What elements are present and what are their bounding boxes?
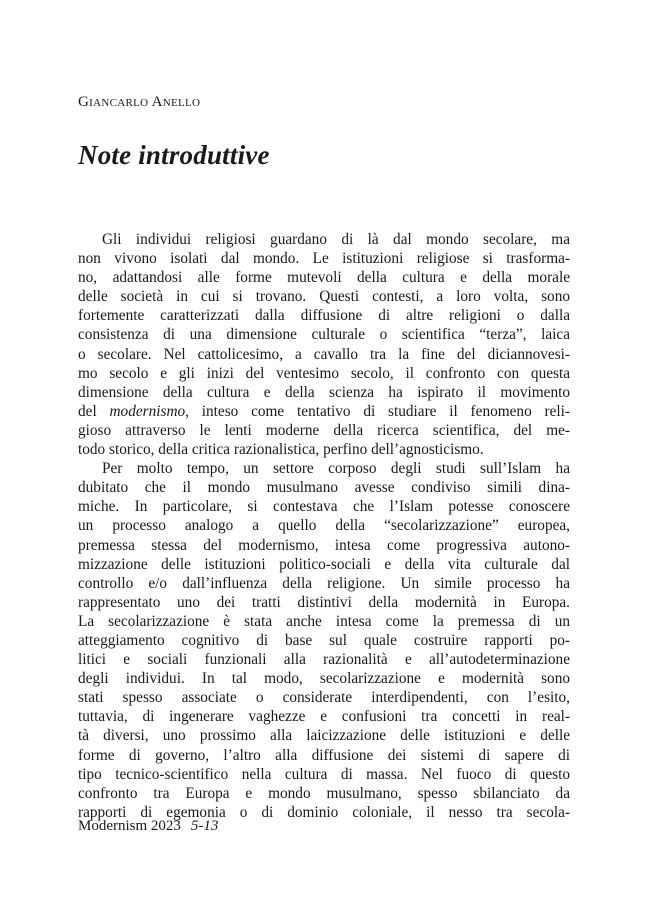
page-footer xyxy=(78,818,218,835)
body-line: no, adattandosi alle forme mutevoli della cultura e della morale xyxy=(78,269,570,287)
body-line: forme di governo, l’altro alla diffusione dei sistemi di sapere di xyxy=(78,746,570,764)
body-line: Gli individui religiosi guardano di là dal mondo secolare, ma xyxy=(102,231,570,248)
body-line: Per molto tempo, un settore corposo degli studi sull’Islam ha xyxy=(102,460,570,478)
body-line: un processo analogo a quello della “secolarizzazione” europea, xyxy=(78,517,570,535)
body-line-with-italic xyxy=(78,402,570,421)
body-line: non vivono isolati dal mondo. Le istituzioni religiose si trasforma- xyxy=(78,250,570,268)
body-line: tipo tecnico-scientifico nella cultura di massa. Nel fuoco di questo xyxy=(78,765,570,783)
article-title: Note introduttive xyxy=(78,140,270,170)
body-line: mo secolo e gli inizi del ventesimo secolo, il confronto con questa xyxy=(78,364,570,382)
body-line: consistenza di una dimensione culturale o scientifica “terza”, laica xyxy=(78,326,570,344)
body-line-prefix: del xyxy=(78,402,110,420)
journal-name: Modernism 2023 xyxy=(78,818,181,834)
body-line: stati spesso associate o considerate interdipendenti, con l’esito, xyxy=(78,689,570,707)
body-line: mizzazione delle istituzioni politico-sociali e della vita culturale dal xyxy=(78,555,570,573)
body-line: atteggiamento cognitivo di base sul quale costruire rapporti po- xyxy=(78,631,570,649)
body-line: dubitato che il mondo musulmano avesse condiviso simili dina- xyxy=(78,479,570,497)
body-line-suffix: , inteso come tentativo di studiare il fenomeno reli- xyxy=(185,402,571,420)
body-line: dimensione della cultura e della scienza ha ispirato il movimento xyxy=(78,383,570,401)
body-line: delle società in cui si trovano. Questi contesti, a loro volta, sono xyxy=(78,288,570,306)
body-line: confronto tra Europa e mondo musulmano, spesso sbilanciato da xyxy=(78,784,570,802)
body-line: gioso attraverso le lenti moderne della ricerca scientifica, del me- xyxy=(78,421,570,439)
body-line: La secolarizzazione è stata anche intesa come la premessa di un xyxy=(78,612,570,630)
italic-term: modernismo xyxy=(109,402,186,420)
body-line: rappresentato uno dei tratti distintivi della modernità in Europa. xyxy=(78,593,570,611)
body-line: degli individui. In tal modo, secolarizzazione e modernità sono xyxy=(78,670,570,688)
body-line: tà diversi, uno prossimo alla laicizzazione delle istituzioni e delle xyxy=(78,727,570,745)
author-name: Giancarlo Anello xyxy=(78,94,201,110)
body-line: fortemente caratterizzati dalla diffusione di altre religioni o dalla xyxy=(78,307,570,325)
body-line: controllo e/o dall’influenza della religione. Un simile processo ha xyxy=(78,574,570,592)
body-line: litici e sociali funzionali alla razionalità e all’autodeterminazione xyxy=(78,651,570,669)
body-line: todo storico, della critica razionalistica, perfino dell’agnosticismo. xyxy=(78,441,484,459)
article-body xyxy=(78,230,570,822)
body-line: rapporti di egemonia o di dominio coloniale, il nesso tra secola- xyxy=(78,803,570,821)
body-line: miche. In particolare, si contestava che l’Islam potesse conoscere xyxy=(78,498,570,516)
body-line: premessa stessa del modernismo, intesa come progressiva autono- xyxy=(78,536,570,554)
page-range: 5-13 xyxy=(190,818,219,834)
body-line: o secolare. Nel cattolicesimo, a cavallo tra la fine del diciannovesi- xyxy=(78,345,570,363)
body-line: tuttavia, di ingenerare vaghezze e confusioni tra concetti in real- xyxy=(78,708,570,726)
